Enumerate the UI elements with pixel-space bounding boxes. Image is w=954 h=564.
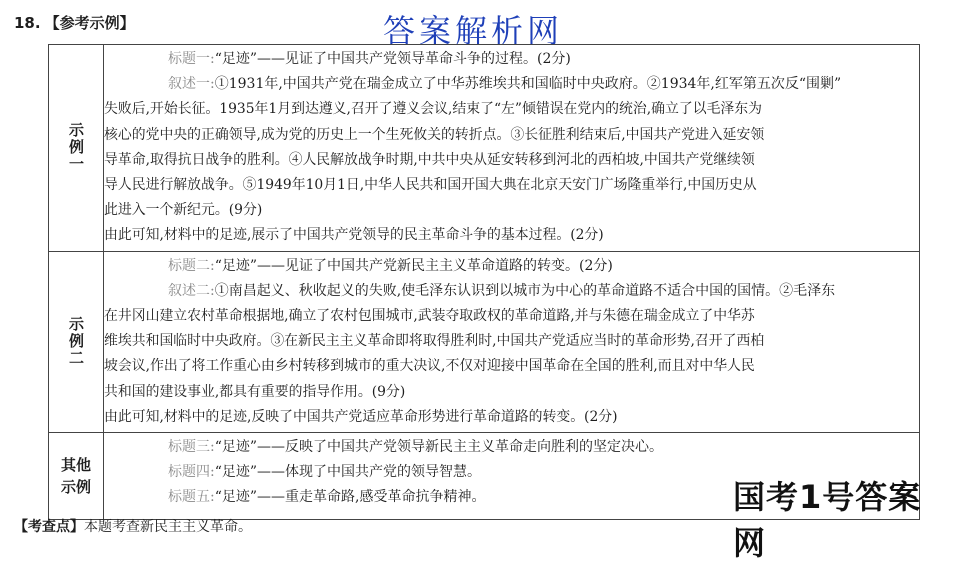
answer-table	[48, 44, 920, 520]
other-example-item: 标题三:“足迹”——反映了中国共产党领导新民主主义革命走向胜利的坚定决心。	[168, 439, 664, 456]
example-2-narr-line: 在井冈山建立农村革命根据地,确立了农村包围城市,武装夺取政权的革命道路,并与朱德在瑞金成立了中华苏	[104, 308, 755, 325]
example-1-narr-line: 导革命,取得抗日战争的胜利。④人民解放战争时期,中共中央从延安转移到河北的西柏坡,中国共产党继续领	[104, 151, 755, 168]
other-examples-label: 其他示例	[49, 433, 104, 520]
example-2-conclusion: 由此可知,材料中的足迹,反映了中国共产党适应革命形势进行革命道路的转变。(2分)	[104, 408, 618, 425]
example-1-narr-line: 此进入一个新纪元。(9分)	[104, 202, 263, 219]
other-example-item: 标题五:“足迹”——重走革命路,感受革命抗争精神。	[168, 489, 486, 506]
example-1-content	[104, 45, 920, 252]
example-2-label: 示例二	[49, 251, 104, 432]
watermark-bottom-right: 国考1号答案网	[733, 478, 922, 562]
watermark-top: 答案解析网	[383, 12, 564, 50]
example-2-narr-line: 叙述二:①南昌起义、秋收起义的失败,使毛泽东认识到以城市为中心的革命道路不适合中国的国情。②毛泽东	[168, 282, 836, 299]
example-1-narr-line: 核心的党中央的正确领导,成为党的历史上一个生死攸关的转折点。③长征胜利结束后,中国共产党进入延安领	[104, 126, 765, 143]
example-2-narr-line: 维埃共和国临时中央政府。③在新民主主义革命即将取得胜利时,中国共产党适应当时的革命形势,召开了西柏	[104, 333, 765, 350]
exam-point-tag: 【考查点】	[14, 519, 84, 535]
example-1-narr-line: 失败后,开始长征。1935年1月到达遵义,召开了遵义会议,结束了“左”倾错误在党内的统治,确立了以毛泽东为	[104, 101, 763, 118]
other-example-item: 标题四:“足迹”——体现了中国共产党的领导智慧。	[168, 464, 482, 481]
exam-point-text: 本题考查新民主主义革命。	[84, 519, 252, 535]
exam-point	[14, 516, 252, 536]
example-1-title: 标题一:“足迹”——见证了中国共产党领导革命斗争的过程。(2分)	[168, 51, 571, 67]
example-1-conclusion: 由此可知,材料中的足迹,展示了中国共产党领导的民主革命斗争的基本过程。(2分)	[104, 227, 604, 244]
example-row-1	[49, 45, 920, 252]
example-1-label: 示例一	[49, 45, 104, 252]
example-2-narr-line: 共和国的建设事业,都具有重要的指导作用。(9分)	[104, 383, 406, 400]
example-1-narr-line: 导人民进行解放战争。⑤1949年10月1日,中华人民共和国开国大典在北京天安门广场隆重举行,中国历史从	[104, 177, 757, 194]
example-2-content	[104, 251, 920, 432]
example-2-narr-line: 坡会议,作出了将工作重心由乡村转移到城市的重大决议,不仅对迎接中国革命在全国的胜利,而且对中华人民	[104, 358, 755, 375]
question-header	[14, 12, 135, 33]
example-2-title: 标题二:“足迹”——见证了中国共产党新民主主义革命道路的转变。(2分)	[168, 257, 613, 274]
example-1-narr-line: 叙述一:①1931年,中国共产党在瑞金成立了中华苏维埃共和国临时中央政府。②1934年,红军第五次反“围剿”	[168, 76, 842, 93]
example-row-2	[49, 251, 920, 432]
section-title: 【参考示例】	[44, 14, 135, 32]
question-number: 18.	[14, 14, 41, 32]
